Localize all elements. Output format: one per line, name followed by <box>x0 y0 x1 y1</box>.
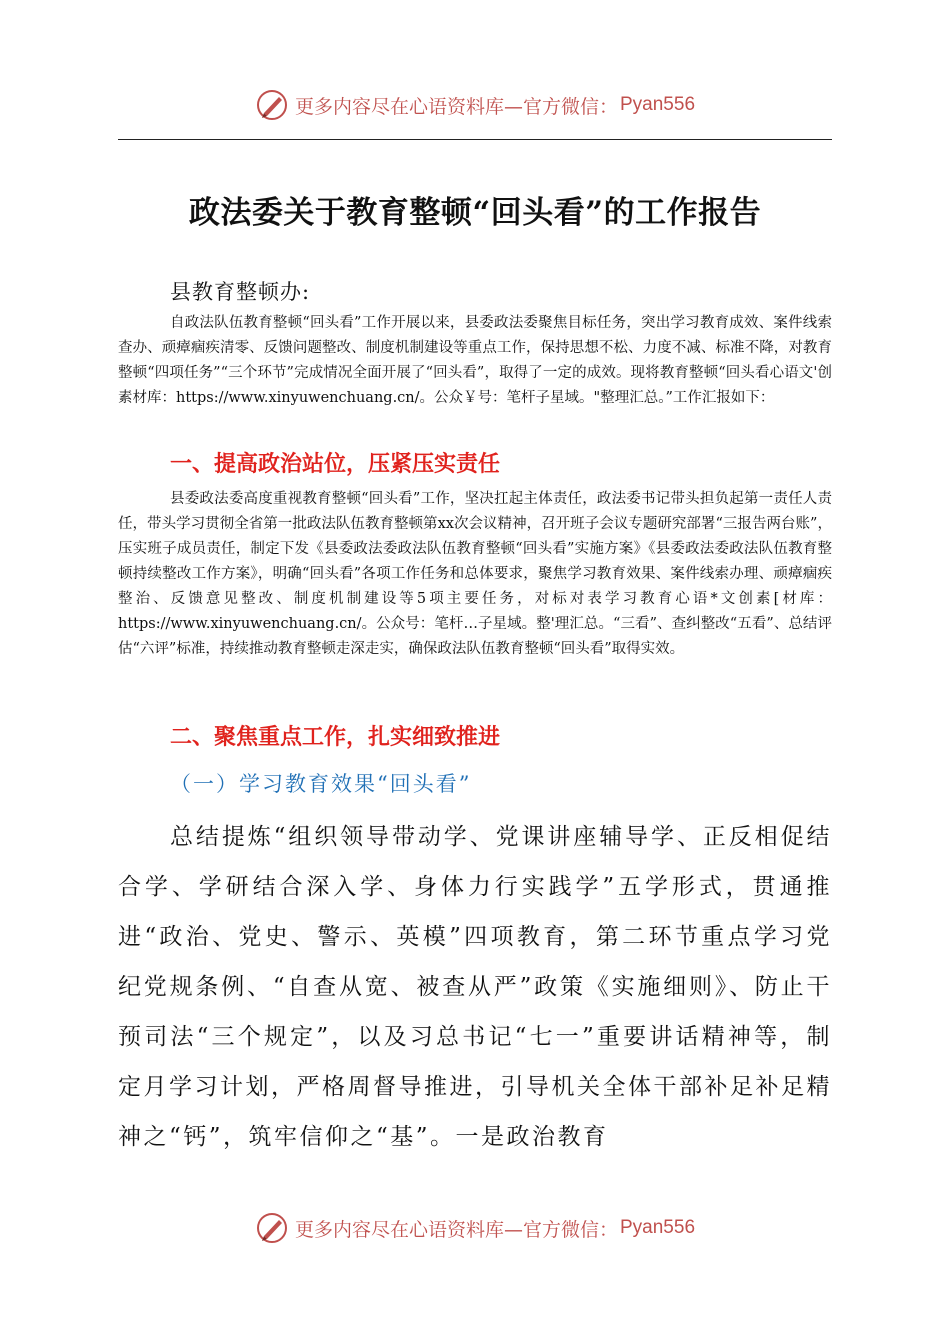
section-heading-1: 一、提高政治站位，压紧压实责任 <box>170 452 501 477</box>
subsection-heading-1: （一）学习教育效果“回头看” <box>170 772 472 796</box>
paragraph-intro: 自政法队伍教育整顿“回头看”工作开展以来，县委政法委聚焦目标任务，突出学习教育成效、案件线索查办、顽瘴痼疾清零、反馈问题整改、制度机制建设等重点工作，保持思想不松、力度不减、标准不降，对教育整顿“四项任务”“三个环节”完成情况全面开展了“回头看”，取得了一定的成效。现将教育整顿“回头看心语文'创素材库：https://www.xinyuwenchuang.cn/。公众￥号：笔杆子星域。"整理汇总。”工作汇报如下： <box>118 315 832 406</box>
section-heading-2: 二、聚焦重点工作，扎实细致推进 <box>170 725 501 750</box>
footer-banner <box>0 1208 950 1248</box>
document-title: 政法委关于教育整顿“回头看”的工作报告 <box>188 195 762 231</box>
footer-banner-code: Pyan556 <box>620 1217 696 1238</box>
salutation: 县教育整顿办: <box>170 280 311 304</box>
header-banner <box>0 85 950 125</box>
pen-logo-icon <box>255 88 289 122</box>
paragraph-subsection-1: 总结提炼“组织领导带动学、党课讲座辅导学、正反相促结合学、学研结合深入学、身体力行实践学”五学形式，贯通推进“政治、党史、警示、英模”四项教育，第二环节重点学习党纪党规条例、“自查从宽、被查从严”政策《实施细则》、防止干预司法“三个规定”，以及习总书记“七一”重要讲话精神等，制定月学习计划，严格周督导推进，引导机关全体干部补足补足精神之“钙”，筑牢信仰之“基”。一是政治教育 <box>118 824 832 1150</box>
pen-logo-icon <box>255 1211 289 1245</box>
header-banner-code: Pyan556 <box>620 94 696 115</box>
header-divider <box>118 139 832 140</box>
footer-banner-text: 更多内容尽在心语资料库—官方微信： <box>294 1218 618 1241</box>
paragraph-section-1: 县委政法委高度重视教育整顿“回头看”工作，坚决扛起主体责任，政法委书记带头担负起第一责任人责任，带头学习贯彻全省第一批政法队伍教育整顿第xx次会议精神，召开班子会议专题研究部署“三报告两台账”，压实班子成员责任，制定下发《县委政法委政法队伍教育整顿“回头看”实施方案》《县委政法委政法队伍教育整顿持续整改工作方案》，明确“回头看”各项工作任务和总体要求，聚焦学习教育效果、案件线索办理、顽瘴痼疾整治、反馈意见整改、制度机制建设等5项主要任务，对标对表学习教育心语*文创素[材库：https://www.xinyuwenchuang.cn/。公众号：笔杆…子星域。整'理汇总。“三看”、查纠整改“五看”、总结评估“六评”标准，持续推动教育整顿走深走实，确保政法队伍教育整顿“回头看”取得实效。 <box>118 491 832 657</box>
header-banner-text: 更多内容尽在心语资料库—官方微信： <box>294 95 618 118</box>
